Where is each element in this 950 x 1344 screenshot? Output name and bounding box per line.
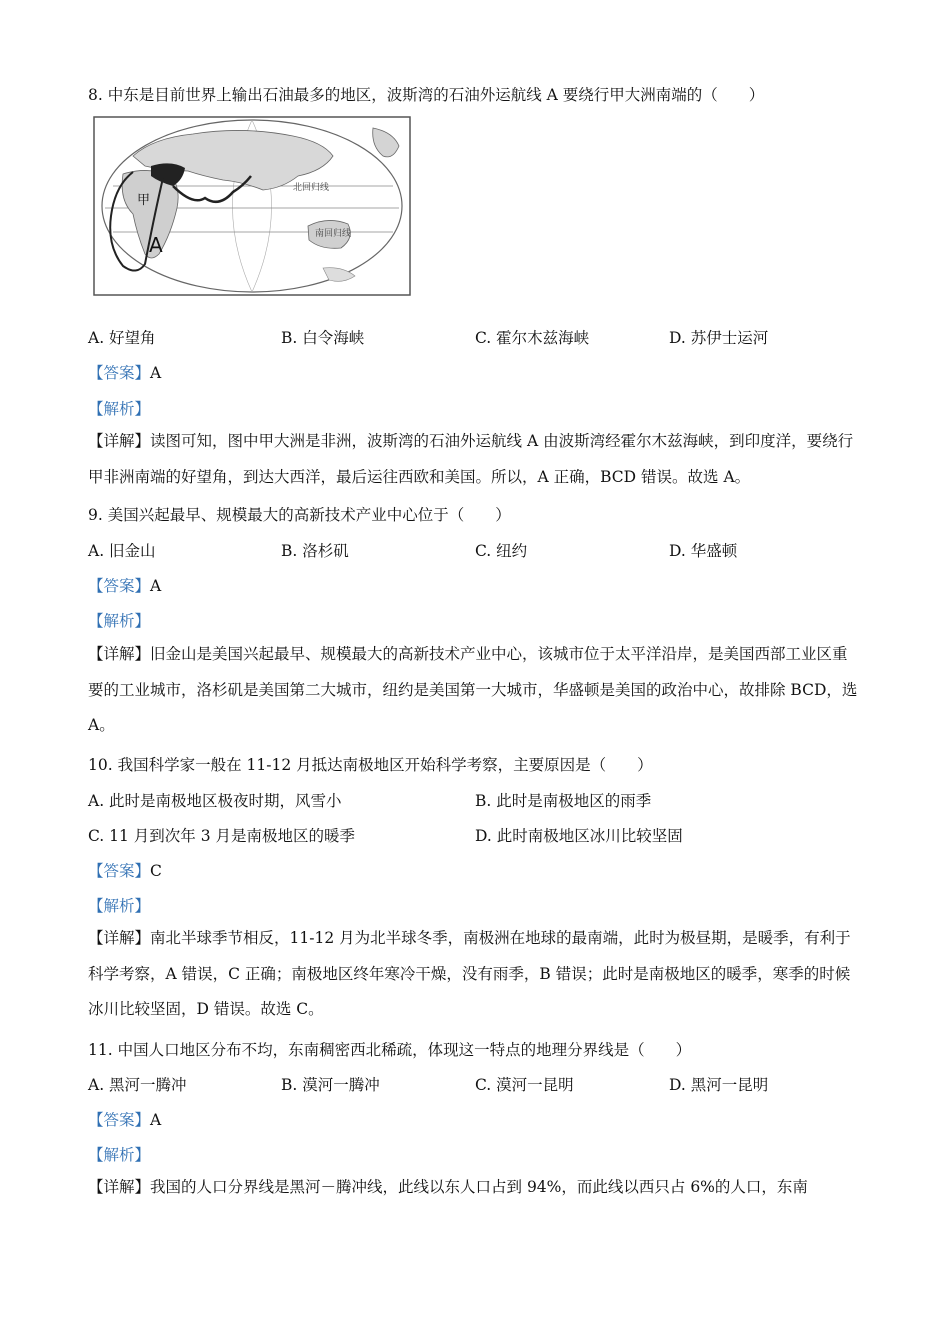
q9-option-a: A. 旧金山 xyxy=(88,542,156,560)
q11-answer-value: A xyxy=(150,1111,162,1129)
q11-stem: 11. 中国人口地区分布不均，东南稠密西北稀疏，体现这一特点的地理分界线是（ ） xyxy=(88,1041,692,1059)
q8-answer xyxy=(88,361,161,383)
q10-option-a: A. 此时是南极地区极夜时期，风雪小 xyxy=(88,792,342,810)
answer-tag: 【答案】 xyxy=(88,1111,151,1129)
q10-analysis-heading xyxy=(88,894,150,916)
analysis-tag: 【解析】 xyxy=(88,897,151,915)
analysis-tag: 【解析】 xyxy=(88,1146,151,1164)
q10-stem: 10. 我国科学家一般在 11-12 月抵达南极地区开始科学考察，主要原因是（ ） xyxy=(88,756,653,774)
world-map-figure xyxy=(93,116,411,296)
q11-detail-text: 我国的人口分界线是黑河－腾冲线，此线以东人口占到 94%，而此线以西只占 6%的人口，东南 xyxy=(150,1178,808,1196)
q11-analysis-heading xyxy=(88,1143,150,1165)
answer-tag: 【答案】 xyxy=(88,577,151,595)
detail-tag: 【详解】 xyxy=(88,645,151,663)
q9-detail xyxy=(88,637,858,744)
q9-analysis-heading xyxy=(88,609,150,631)
q11-detail xyxy=(88,1170,858,1206)
q8-option-a: A. 好望角 xyxy=(88,329,156,347)
q11-option-a: A. 黑河一腾冲 xyxy=(88,1076,187,1094)
q10-option-b: B. 此时是南极地区的雨季 xyxy=(475,792,652,810)
q8-detail xyxy=(88,424,858,495)
q9-stem: 9. 美国兴起最早、规模最大的高新技术产业中心位于（ ） xyxy=(88,506,511,524)
q10-detail xyxy=(88,921,858,1028)
q10-answer-value: C xyxy=(150,862,162,880)
q11-option-c: C. 漠河一昆明 xyxy=(475,1076,574,1094)
q9-answer xyxy=(88,574,161,596)
detail-tag: 【详解】 xyxy=(88,929,151,947)
map-label-jia: 甲 xyxy=(137,193,151,208)
map-label-tropic-south: 南回归线 xyxy=(315,229,352,239)
q9-option-d: D. 华盛顿 xyxy=(669,542,738,560)
q11-option-b: B. 漠河一腾冲 xyxy=(281,1076,380,1094)
q8-stem: 8. 中东是目前世界上输出石油最多的地区，波斯湾的石油外运航线 A 要绕行甲大洲南端的（ ） xyxy=(88,86,765,104)
map-label-a: A xyxy=(149,233,163,257)
q9-answer-value: A xyxy=(150,577,162,595)
analysis-tag: 【解析】 xyxy=(88,400,151,418)
q11-option-d: D. 黑河一昆明 xyxy=(669,1076,769,1094)
q10-option-c: C. 11 月到次年 3 月是南极地区的暖季 xyxy=(88,827,356,845)
q11-answer xyxy=(88,1108,161,1130)
q8-detail-text: 读图可知，图中甲大洲是非洲，波斯湾的石油外运航线 A 由波斯湾经霍尔木兹海峡，到印度洋，要绕行甲非洲南端的好望角，到达大西洋，最后运往西欧和美国。所以，A 正确，BCD 错误。故选 A。 xyxy=(88,432,854,486)
detail-tag: 【详解】 xyxy=(88,432,151,450)
map-label-tropic-north: 北回归线 xyxy=(293,183,330,193)
detail-tag: 【详解】 xyxy=(88,1178,151,1196)
q10-option-d: D. 此时南极地区冰川比较坚固 xyxy=(475,827,683,845)
answer-tag: 【答案】 xyxy=(88,862,151,880)
q9-option-c: C. 纽约 xyxy=(475,542,528,560)
q8-answer-value: A xyxy=(150,364,162,382)
q9-detail-text: 旧金山是美国兴起最早、规模最大的高新技术产业中心，该城市位于太平洋沿岸，是美国西部工业区重要的工业城市，洛杉矶是美国第二大城市，纽约是美国第一大城市，华盛顿是美国的政治中心，故排除 BCD，选 A。 xyxy=(88,645,858,734)
q10-answer xyxy=(88,859,162,881)
q8-analysis-heading xyxy=(88,397,150,419)
analysis-tag: 【解析】 xyxy=(88,612,151,630)
q8-option-b: B. 白令海峡 xyxy=(281,329,365,347)
q9-option-b: B. 洛杉矶 xyxy=(281,542,349,560)
q8-option-d: D. 苏伊士运河 xyxy=(669,329,769,347)
answer-tag: 【答案】 xyxy=(88,364,151,382)
q10-detail-text: 南北半球季节相反，11-12 月为北半球冬季，南极洲在地球的最南端，此时为极昼期，是暖季，有利于科学考察，A 错误，C 正确；南极地区终年寒冷干燥，没有雨季，B 错误；此时是南极地区的暖季，寒季的时候冰川比较坚固，D 错误。故选 C。 xyxy=(88,929,851,1018)
q8-option-c: C. 霍尔木兹海峡 xyxy=(475,329,590,347)
